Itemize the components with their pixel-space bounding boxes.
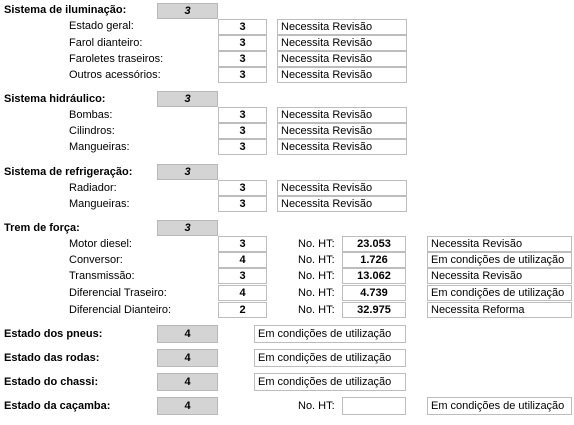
summary-label-chassi: Estado do chassi: — [4, 376, 99, 388]
item-score[interactable]: 3 — [218, 51, 267, 67]
section-label-refrigeracao: Sistema de refrigeração: — [4, 166, 133, 178]
item-label: Mangueiras: — [69, 141, 130, 153]
item-score[interactable]: 4 — [218, 252, 267, 268]
item-status[interactable]: Necessita Revisão — [427, 268, 572, 284]
summary-status-rodas[interactable]: Em condições de utilização — [254, 349, 406, 367]
item-score[interactable]: 4 — [218, 285, 267, 301]
summary-label-cacamba: Estado da caçamba: — [4, 400, 111, 412]
summary-status-pneus[interactable]: Em condições de utilização — [254, 325, 406, 343]
ht-label: No. HT: — [298, 304, 335, 316]
item-label: Cilindros: — [69, 125, 115, 137]
section-score-hidraulico[interactable]: 3 — [157, 91, 218, 107]
ht-value[interactable]: 23.053 — [342, 236, 406, 252]
ht-label: No. HT: — [298, 254, 335, 266]
item-label: Radiador: — [69, 182, 117, 194]
item-label: Diferencial Traseiro: — [69, 287, 167, 299]
ht-label: No. HT: — [298, 238, 335, 250]
section-score-refrigeracao[interactable]: 3 — [157, 164, 218, 180]
item-score[interactable]: 3 — [218, 107, 267, 123]
ht-value[interactable] — [342, 397, 406, 415]
item-status[interactable]: Necessita Revisão — [277, 180, 407, 196]
item-label: Motor diesel: — [69, 238, 132, 250]
item-score[interactable]: 3 — [218, 139, 267, 155]
item-label: Mangueiras: — [69, 198, 130, 210]
summary-status-chassi[interactable]: Em condições de utilização — [254, 373, 406, 391]
section-label-iluminacao: Sistema de iluminação: — [4, 4, 127, 16]
ht-label: No. HT: — [298, 287, 335, 299]
item-score[interactable]: 3 — [218, 67, 267, 83]
item-score[interactable]: 3 — [218, 196, 267, 212]
ht-value[interactable]: 13.062 — [342, 268, 406, 284]
item-status[interactable]: Em condições de utilização — [427, 285, 572, 301]
item-label: Faroletes traseiros: — [69, 53, 164, 65]
ht-value[interactable]: 4.739 — [342, 285, 406, 301]
item-status[interactable]: Necessita Revisão — [427, 236, 572, 252]
section-score-trem[interactable]: 3 — [157, 220, 218, 236]
ht-label: No. HT: — [298, 270, 335, 282]
ht-value[interactable]: 1.726 — [342, 252, 406, 268]
item-score[interactable]: 2 — [218, 302, 267, 318]
item-label: Diferencial Dianteiro: — [69, 304, 172, 316]
item-status[interactable]: Necessita Revisão — [277, 67, 407, 83]
summary-score-chassi[interactable]: 4 — [157, 373, 218, 391]
item-label: Outros acessórios: — [69, 69, 161, 81]
ht-value[interactable]: 32.975 — [342, 302, 406, 318]
item-status[interactable]: Necessita Revisão — [277, 19, 407, 35]
section-score-iluminacao[interactable]: 3 — [157, 3, 218, 19]
item-label: Transmissão: — [69, 270, 135, 282]
summary-score-rodas[interactable]: 4 — [157, 349, 218, 367]
item-status[interactable]: Em condições de utilização — [427, 252, 572, 268]
item-score[interactable]: 3 — [218, 180, 267, 196]
item-label: Conversor: — [69, 254, 123, 266]
item-score[interactable]: 3 — [218, 123, 267, 139]
item-status[interactable]: Necessita Revisão — [277, 139, 407, 155]
ht-label: No. HT: — [298, 400, 335, 412]
item-label: Bombas: — [69, 109, 113, 121]
item-score[interactable]: 3 — [218, 236, 267, 252]
section-label-trem: Trem de força: — [4, 222, 80, 234]
summary-score-cacamba[interactable]: 4 — [157, 397, 218, 415]
summary-label-rodas: Estado das rodas: — [4, 352, 100, 364]
item-status[interactable]: Necessita Revisão — [277, 35, 407, 51]
item-label: Estado geral: — [69, 20, 134, 32]
item-status[interactable]: Necessita Reforma — [427, 302, 572, 318]
item-status[interactable]: Necessita Revisão — [277, 196, 407, 212]
summary-score-pneus[interactable]: 4 — [157, 325, 218, 343]
item-label: Farol dianteiro: — [69, 37, 143, 49]
item-status[interactable]: Necessita Revisão — [277, 123, 407, 139]
item-score[interactable]: 3 — [218, 19, 267, 35]
item-score[interactable]: 3 — [218, 268, 267, 284]
summary-label-pneus: Estado dos pneus: — [4, 328, 103, 340]
section-label-hidraulico: Sistema hidráulico: — [4, 93, 106, 105]
item-score[interactable]: 3 — [218, 35, 267, 51]
item-status[interactable]: Necessita Revisão — [277, 107, 407, 123]
item-status[interactable]: Necessita Revisão — [277, 51, 407, 67]
summary-status-cacamba[interactable]: Em condições de utilização — [427, 397, 572, 415]
